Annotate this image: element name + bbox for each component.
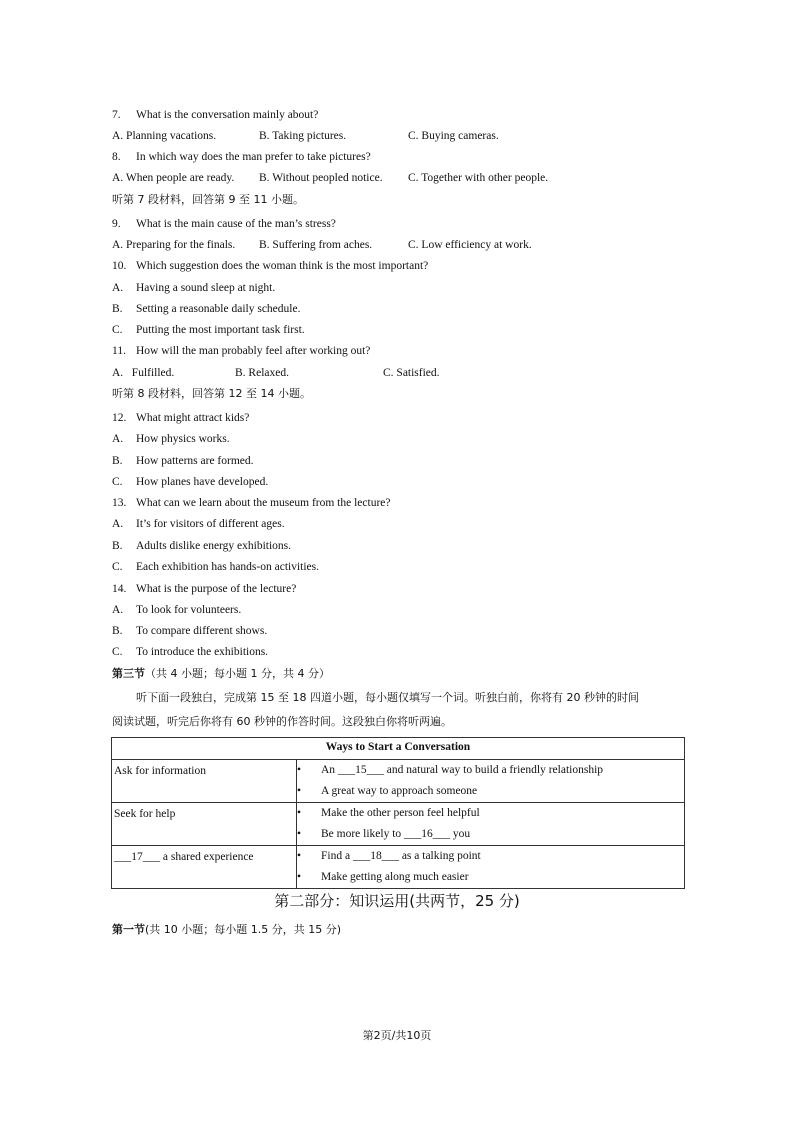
option-label: C. xyxy=(112,476,123,488)
table-row xyxy=(112,760,685,803)
question-number: 13. xyxy=(112,497,127,509)
section-3-title: 第三节 xyxy=(112,667,145,680)
option-text: Putting the most important task first. xyxy=(136,324,305,336)
bullet-text: Be more likely to ___16___ you xyxy=(321,828,471,840)
option-b: B. Without peopled notice. xyxy=(259,172,383,184)
question-text: What might attract kids? xyxy=(136,412,250,424)
option-text: Each exhibition has hands-on activities. xyxy=(136,561,319,573)
section-3-instructions-line1: 听下面一段独白，完成第 15 至 18 四道小题，每小题仅填写一个词。听独白前，你将有 20 秒钟的时间 xyxy=(136,691,639,704)
option-label: B. xyxy=(112,540,123,552)
table-cell-points xyxy=(297,760,685,803)
section-3-detail: （共 4 小题；每小题 1 分，共 4 分） xyxy=(145,667,330,680)
question-number: 8. xyxy=(112,151,121,163)
question-14 xyxy=(112,582,296,596)
option-label: A. xyxy=(112,518,124,530)
option-c xyxy=(112,323,305,337)
question-text: What is the purpose of the lecture? xyxy=(136,583,297,595)
option-b: B. Relaxed. xyxy=(235,367,289,379)
question-text: Which suggestion does the woman think is the most important? xyxy=(136,260,429,272)
option-text: Having a sound sleep at night. xyxy=(136,282,276,294)
option-a: A. Fulfilled. xyxy=(112,367,175,379)
option-b: B. Taking pictures. xyxy=(259,130,347,142)
question-11 xyxy=(112,344,370,358)
bullet-icon: • xyxy=(297,850,302,862)
option-label: A. xyxy=(112,604,124,616)
option-text: How physics works. xyxy=(136,433,230,445)
option-a xyxy=(112,603,241,617)
passage-8-instruction: 听第 8 段材料，回答第 12 至 14 小题。 xyxy=(112,387,311,400)
bullet-item xyxy=(297,781,684,802)
part-2-section-1-detail: (共 10 小题；每小题 1.5 分，共 15 分) xyxy=(145,923,342,936)
option-c: C. Together with other people. xyxy=(408,172,549,184)
option-b: B. Suffering from aches. xyxy=(259,239,373,251)
option-b xyxy=(112,539,291,553)
page-number: 第2页/共10页 xyxy=(362,1029,432,1042)
question-9 xyxy=(112,217,336,231)
question-number: 7. xyxy=(112,109,121,121)
option-b xyxy=(112,302,300,316)
question-7 xyxy=(112,108,318,122)
option-a xyxy=(112,432,230,446)
option-label: B. xyxy=(112,625,123,637)
option-text: Adults dislike energy exhibitions. xyxy=(136,540,292,552)
question-10 xyxy=(112,259,428,273)
option-a: A. When people are ready. xyxy=(112,172,235,184)
option-a: A. Planning vacations. xyxy=(112,130,217,142)
question-8 xyxy=(112,150,371,164)
section-3-heading xyxy=(112,667,330,681)
table-title: Ways to Start a Conversation xyxy=(112,738,685,760)
option-text: To compare different shows. xyxy=(136,625,268,637)
option-text: To look for volunteers. xyxy=(136,604,242,616)
bullet-text: An ___15___ and natural way to build a friendly relationship xyxy=(321,764,604,776)
bullet-item xyxy=(297,803,684,824)
section-3-instructions-line2: 阅读试题，听完后你将有 60 秒钟的作答时间。这段独白你将听两遍。 xyxy=(112,715,452,728)
bullet-item xyxy=(297,867,684,888)
bullet-icon: • xyxy=(297,807,302,819)
part-2-section-1-title: 第一节 xyxy=(112,923,145,936)
option-label: B. xyxy=(112,303,123,315)
option-label: C. xyxy=(112,324,123,336)
option-b xyxy=(112,624,267,638)
option-a xyxy=(112,517,285,531)
question-text: What is the conversation mainly about? xyxy=(136,109,319,121)
table-cell-points xyxy=(297,803,685,846)
table-row xyxy=(112,803,685,846)
bullet-text: Find a ___18___ as a talking point xyxy=(321,850,481,862)
question-number: 11. xyxy=(112,345,126,357)
option-text: It’s for visitors of different ages. xyxy=(136,518,285,530)
passage-7-instruction: 听第 7 段材料，回答第 9 至 11 小题。 xyxy=(112,193,304,206)
option-label: C. xyxy=(112,561,123,573)
table-cell-category: ___17___ a shared experience xyxy=(112,846,297,889)
option-label: B. xyxy=(112,455,123,467)
option-a xyxy=(112,281,275,295)
bullet-text: Make getting along much easier xyxy=(321,871,469,883)
option-label: A. xyxy=(112,282,124,294)
bullet-text: Make the other person feel helpful xyxy=(321,807,480,819)
option-text: Setting a reasonable daily schedule. xyxy=(136,303,301,315)
question-text: How will the man probably feel after working out? xyxy=(136,345,371,357)
question-number: 14. xyxy=(112,583,127,595)
question-12 xyxy=(112,411,249,425)
option-c xyxy=(112,560,319,574)
option-text: To introduce the exhibitions. xyxy=(136,646,269,658)
bullet-icon: • xyxy=(297,785,302,797)
table-cell-points xyxy=(297,846,685,889)
bullet-item xyxy=(297,760,684,781)
bullet-text: A great way to approach someone xyxy=(321,785,478,797)
option-text: How patterns are formed. xyxy=(136,455,254,467)
bullet-icon: • xyxy=(297,828,302,840)
question-number: 12. xyxy=(112,412,127,424)
part-2-title: 第二部分：知识运用(共两节，25 分) xyxy=(274,892,520,910)
option-label: A. xyxy=(112,433,124,445)
question-text: In which way does the man prefer to take pictures? xyxy=(136,151,371,163)
option-c xyxy=(112,645,268,659)
question-13 xyxy=(112,496,391,510)
part-2-section-1-heading xyxy=(112,923,341,937)
option-c: C. Satisfied. xyxy=(383,367,440,379)
question-text: What can we learn about the museum from the lecture? xyxy=(136,497,391,509)
table-row xyxy=(112,846,685,889)
option-label: C. xyxy=(112,646,123,658)
option-c: C. Low efficiency at work. xyxy=(408,239,532,251)
table-cell-category: Ask for information xyxy=(112,760,297,803)
bullet-item xyxy=(297,846,684,867)
option-c xyxy=(112,475,268,489)
bullet-item xyxy=(297,824,684,845)
bullet-icon: • xyxy=(297,764,302,776)
question-number: 10. xyxy=(112,260,127,272)
question-number: 9. xyxy=(112,218,121,230)
option-c: C. Buying cameras. xyxy=(408,130,499,142)
bullet-icon: • xyxy=(297,871,302,883)
conversation-table xyxy=(111,737,685,889)
option-a: A. Preparing for the finals. xyxy=(112,239,236,251)
option-b xyxy=(112,454,254,468)
table-cell-category: Seek for help xyxy=(112,803,297,846)
question-text: What is the main cause of the man’s stress? xyxy=(136,218,336,230)
option-text: How planes have developed. xyxy=(136,476,269,488)
